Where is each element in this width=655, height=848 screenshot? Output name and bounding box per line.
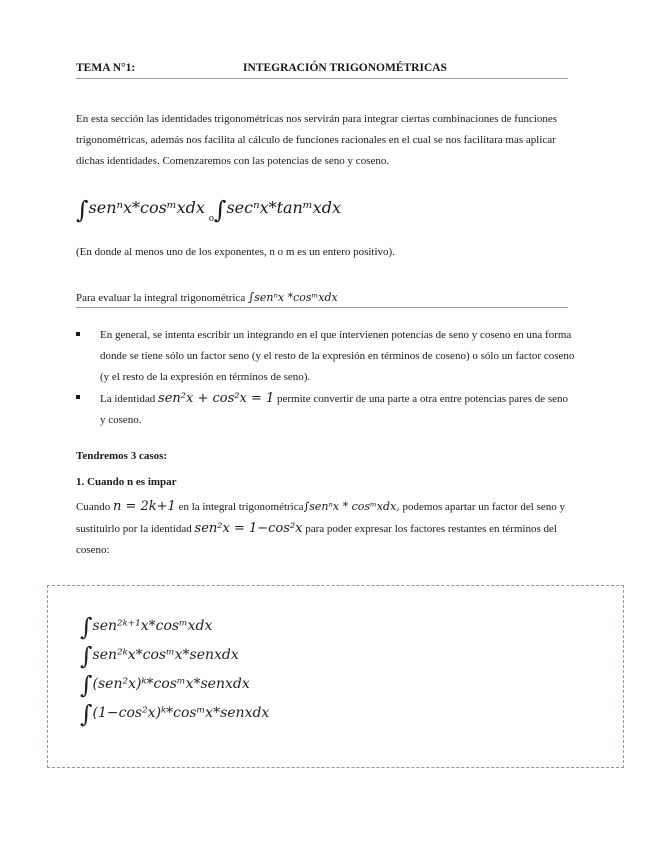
section-heading: [76, 290, 568, 308]
formula-right: secⁿx*tanᵐxdx: [226, 198, 341, 217]
integral-symbol: ∫: [80, 700, 93, 728]
case1-post: para poder expresar los factores restantes en términos del coseno:: [76, 523, 557, 556]
bullet-item: [76, 388, 576, 431]
main-formula: [76, 196, 341, 224]
case1-mid2: podemos apartar un factor del seno y sustituirlo por la identidad: [76, 501, 565, 535]
section-formula: senⁿx *cosᵐxdx: [254, 291, 338, 304]
case1-mid: en la integral trigonométrica: [178, 501, 304, 513]
integral-derivation-box: [47, 585, 624, 768]
integral-symbol: ∫: [303, 500, 310, 513]
section-label: Para evaluar la integral trigonométrica: [76, 292, 246, 304]
bullet-icon: [76, 332, 80, 336]
formula-left: senⁿx*cosᵐxdx: [88, 198, 205, 217]
integral-symbol: ∫: [213, 196, 227, 224]
note: [76, 242, 576, 263]
case1-title: 1. Cuando n es impar: [76, 476, 177, 488]
derivation-line: ∫(sen²x)ᵏ*cosᵐx*senxdx: [80, 671, 250, 699]
derivation-lines: [80, 612, 269, 728]
cases-title: Tendremos 3 casos:: [76, 450, 168, 462]
derivation-line: ∫sen²ᵏx*cosᵐx*senxdx: [80, 642, 239, 670]
integral-symbol: ∫: [80, 671, 93, 699]
derivation-line: ∫(1−cos²x)ᵏ*cosᵐx*senxdx: [80, 700, 270, 728]
integral-symbol: ∫: [80, 613, 93, 641]
identity-formula: sen²x + cos²x = 1: [158, 391, 275, 406]
case1-pre: Cuando: [76, 501, 111, 513]
derivation-line: ∫sen²ᵏ⁺¹x*cosᵐxdx: [80, 613, 213, 641]
bullet-list: [76, 325, 576, 431]
integral-symbol: ∫: [247, 290, 255, 304]
bullet2-post: permite convertir de una parte a otra entre potencias pares de seno y coseno.: [100, 393, 569, 426]
note-text: (En donde al menos uno de los exponentes, n o m es un entero positivo).: [76, 246, 395, 258]
integral-symbol: ∫: [76, 196, 89, 224]
intro-text: En esta sección las identidades trigonométricas nos servirán para integrar ciertas combinaciones de funciones trigonométricas, además nos facilita al cálculo de funciones racionales en el cual se nos facilitara mas aplicar dichas identidades. Comenzaremos con las potencias de seno y coseno.: [76, 113, 558, 167]
intro-paragraph: [76, 109, 576, 172]
bullet-icon: [76, 395, 80, 399]
page-header: [76, 62, 568, 79]
integral-symbol: ∫: [80, 642, 93, 670]
case1-condition: n = 2k+1: [112, 499, 176, 514]
topic-number: TEMA N°1:: [76, 62, 136, 74]
case1-identity: sen²x = 1−cos²x: [194, 521, 303, 536]
topic-title: INTEGRACIÓN TRIGONOMÉTRICAS: [243, 62, 447, 74]
bullet1-text: En general, se intenta escribir un integrando en el que intervienen potencias de seno y coseno en una forma donde se tiene sólo un factor seno (y el resto de la expresión en términos de coseno) o sólo un factor coseno (y el resto de la expresión en términos de seno).: [100, 329, 575, 383]
bullet-item: [76, 325, 576, 388]
formula-connector: o: [208, 213, 214, 224]
case1-integral: senⁿx * cosᵐxdx,: [309, 500, 400, 513]
bullet2-pre: La identidad: [100, 393, 156, 405]
case1-paragraph: [76, 496, 576, 561]
